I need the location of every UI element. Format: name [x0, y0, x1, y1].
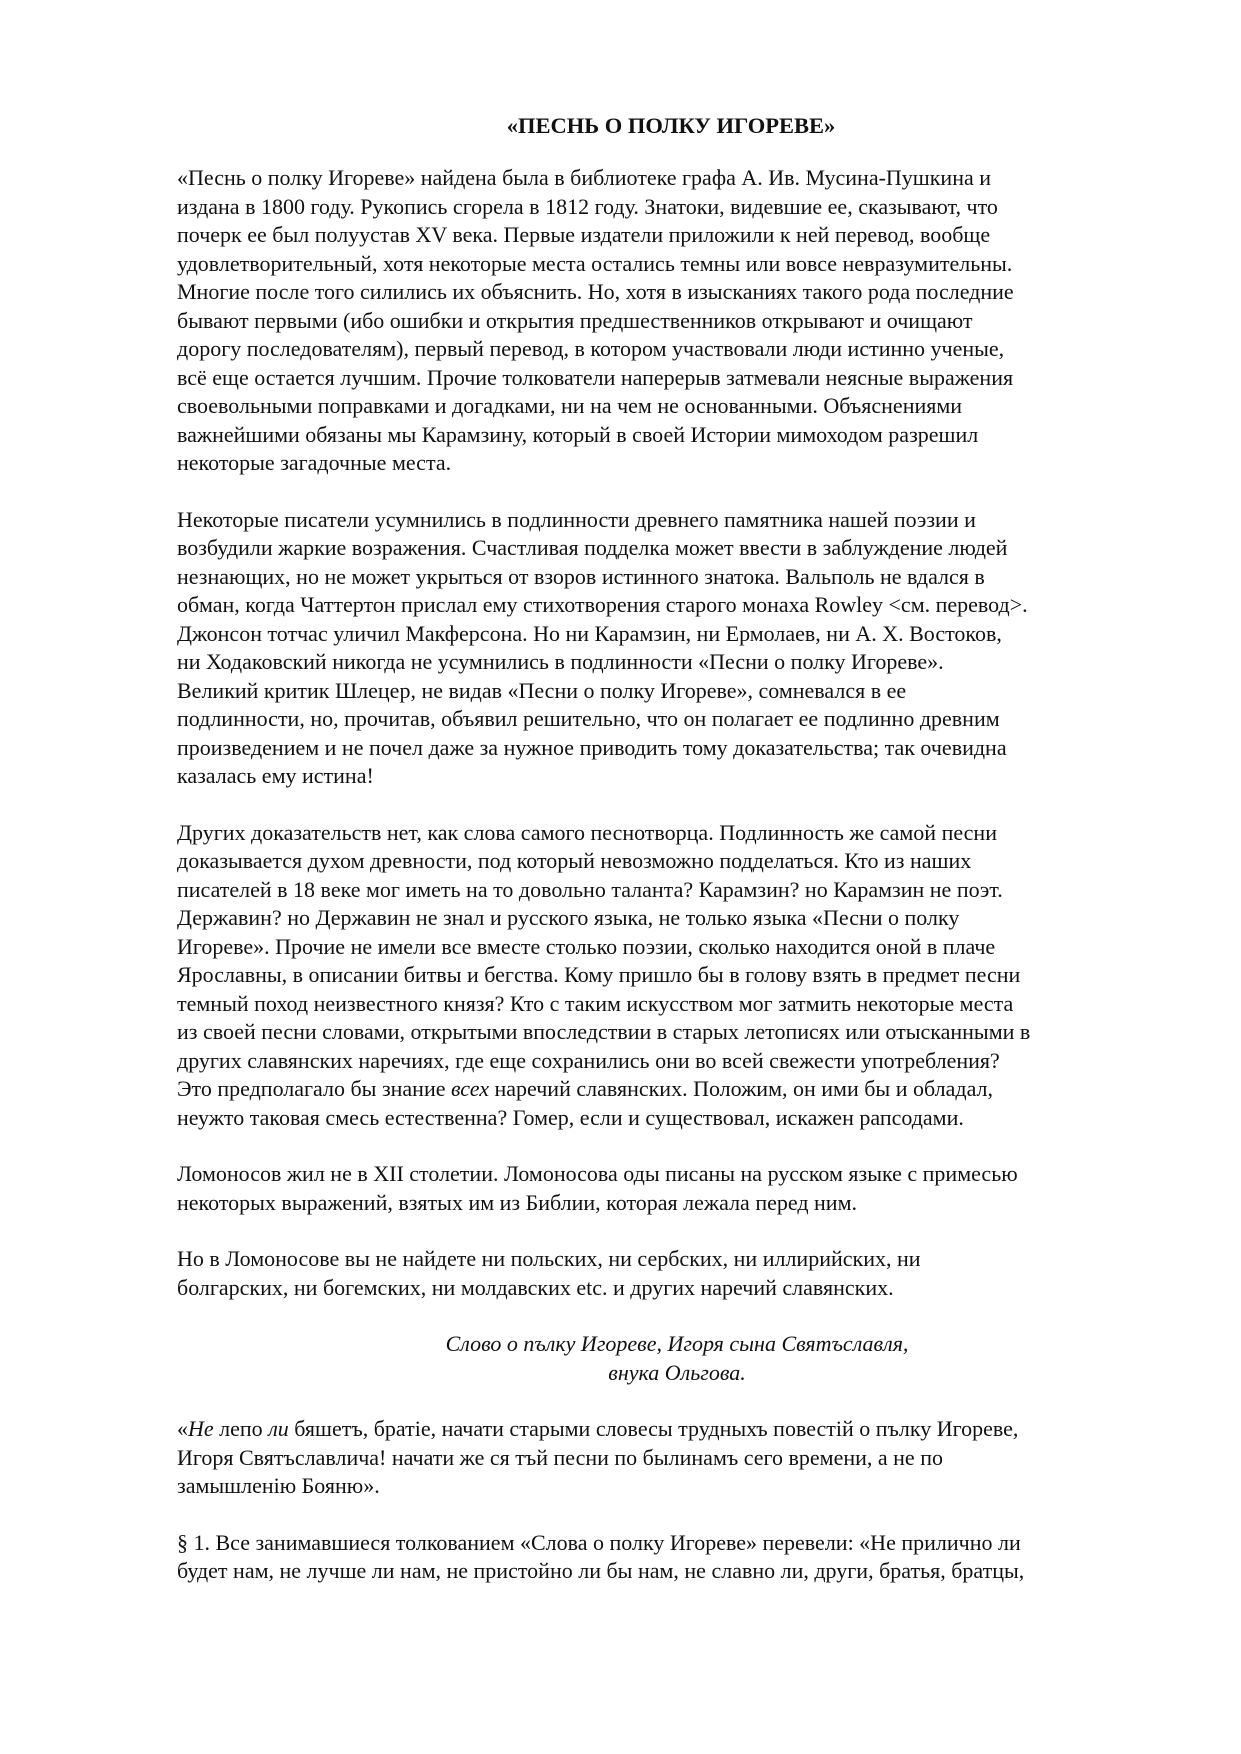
text-line: Других доказательств нет, как слова самого песнотворца. Подлинность же самой песни: [177, 819, 997, 845]
paragraph-5: [177, 1245, 1147, 1302]
text-line: Ярославны, в описании битвы и бегства. Кому пришло бы в голову взять в предмет песни: [177, 962, 1021, 987]
text-line: § 1. Все занимавшиеся толкованием «Слова о полку Игореве» перевели: «Не прилично ли: [177, 1529, 1021, 1555]
text-line: произведением и не почел даже за нужное приводить тому доказательства; так очевидна: [177, 734, 1007, 760]
text-segment: лепо: [213, 1416, 269, 1441]
text-line: Игореве». Прочие не имели все вместе столько поэзии, сколько находится оной в плаче: [177, 933, 996, 959]
italic-word: всех: [451, 1076, 489, 1101]
text-line: писателей в 18 веке мог иметь на то довольно таланта? Карамзин? но Карамзин не поэт.: [177, 876, 1003, 902]
paragraph-6: [177, 1529, 1147, 1586]
text-line: доказывается духом древности, под который невозможно подделаться. Кто из наших: [177, 848, 972, 873]
text-line: других славянских наречиях, где еще сохранились они во всей свежести употребления?: [177, 1047, 1000, 1073]
text-line: Игоря Святъславлича! начати же ся тъй песни по былинамъ сего времени, а не по: [177, 1444, 943, 1470]
text-line: [177, 1075, 1147, 1104]
text-line: Державин? но Державин не знал и русского языка, не только языка «Песни о полку: [177, 905, 960, 930]
document-title: «ПЕСНЬ О ПОЛКУ ИГОРЕВЕ»: [506, 113, 836, 138]
text-segment: наречий славянских. Положим, он ими бы и обладал,: [488, 1076, 994, 1101]
paragraph-3: [177, 819, 1147, 1133]
paragraph-1: [177, 164, 1147, 478]
text-line: Великий критик Шлецер, не видав «Песни о полку Игореве», сомневался в ее: [177, 677, 907, 703]
text-line: казалась ему истина!: [177, 763, 374, 788]
text-line: из своей песни словами, открытыми впоследствии в старых летописях или отысканными в: [177, 1019, 1031, 1044]
paragraph-4: [177, 1160, 1147, 1217]
paragraph-2: [177, 506, 1147, 791]
text-line: всё еще остается лучшим. Прочие толкователи наперерыв затмевали неясные выражения: [177, 364, 1014, 390]
text-line: некоторых выражений, взятых им из Библии, которая лежала перед ним.: [177, 1189, 857, 1215]
text-line: Некоторые писатели усумнились в подлинности древнего памятника нашей поэзии и: [177, 506, 976, 532]
epigraph-verse: [177, 1330, 1147, 1387]
verse-line: Слово о пълку Игореве, Игоря сына Святъславля,: [445, 1331, 909, 1356]
text-line: подлинности, но, прочитав, объявил решительно, что он полагает ее подлинно древним: [177, 706, 1000, 731]
text-segment: бяшетъ, братіе, начати старыми словесы трудныхъ повестій о пълку Игореве,: [288, 1416, 1019, 1441]
text-line: болгарских, ни богемских, ни молдавских etc. и других наречий славянских.: [177, 1274, 894, 1300]
text-line: издана в 1800 году. Рукопись сгорела в 1812 году. Знатоки, видевшие ее, сказывают, что: [177, 193, 998, 219]
text-line: некоторые загадочные места.: [177, 450, 452, 475]
text-line: удовлетворительный, хотя некоторые места остались темны или вовсе невразумительны.: [177, 250, 1013, 276]
text-segment: «: [177, 1416, 188, 1441]
italic-word: Не: [188, 1416, 214, 1441]
text-line: бывают первыми (ибо ошибки и открытия предшественников открывают и очищают: [177, 307, 973, 333]
text-line: [177, 1415, 1147, 1444]
text-line: дорогу последователям), первый перевод, в котором участвовали люди истинно ученые,: [177, 336, 1005, 361]
text-segment: Это предполагало бы знание: [177, 1076, 451, 1101]
text-line: важнейшими обязаны мы Карамзину, который в своей Истории мимоходом разрешил: [177, 421, 979, 447]
text-line: своевольными поправками и догадками, ни на чем не основанными. Объяснениями: [177, 393, 963, 418]
verse-line: внука Ольгова.: [608, 1359, 746, 1385]
text-line: почерк ее был полуустав XV века. Первые издатели приложили к ней перевод, вообще: [177, 222, 991, 247]
document-page: [177, 112, 1147, 1614]
text-line: Но в Ломоносове вы не найдете ни польских, ни сербских, ни иллирийских, ни: [177, 1246, 921, 1271]
italic-word: ли: [268, 1416, 289, 1441]
text-line: возбудили жаркие возражения. Счастливая подделка может ввести в заблуждение людей: [177, 535, 1008, 560]
text-line: темный поход неизвестного князя? Кто с таким искусством мог затмить некоторые места: [177, 990, 1014, 1016]
text-line: «Песнь о полку Игореве» найдена была в библиотеке графа А. Ив. Мусина-Пушкина и: [177, 165, 992, 190]
text-line: обман, когда Чаттертон прислал ему стихотворения старого монаха Rowley <см. перевод>.: [177, 592, 1028, 617]
text-line: Многие после того силились их объяснить. Но, хотя в изысканиях такого рода последние: [177, 279, 1014, 304]
text-line: незнающих, но не может укрыться от взоров истинного знатока. Вальполь не вдался в: [177, 563, 985, 589]
text-line: замышленію Бояню».: [177, 1473, 380, 1498]
text-line: будет нам, не лучше ли нам, не пристойно ли бы нам, не славно ли, други, братья, братцы,: [177, 1558, 1025, 1583]
text-line: ни Ходаковский никогда не усумнились в подлинности «Песни о полку Игореве».: [177, 649, 944, 674]
text-line: Джонсон тотчас уличил Макферсона. Но ни Карамзин, ни Ермолаев, ни А. Х. Востоков,: [177, 620, 1002, 646]
quote-paragraph: [177, 1415, 1147, 1501]
text-line: неужто таковая смесь естественна? Гомер, если и существовал, искажен рапсодами.: [177, 1104, 964, 1130]
text-line: Ломоносов жил не в XII столетии. Ломоносова оды писаны на русском языке с примесью: [177, 1161, 1018, 1186]
